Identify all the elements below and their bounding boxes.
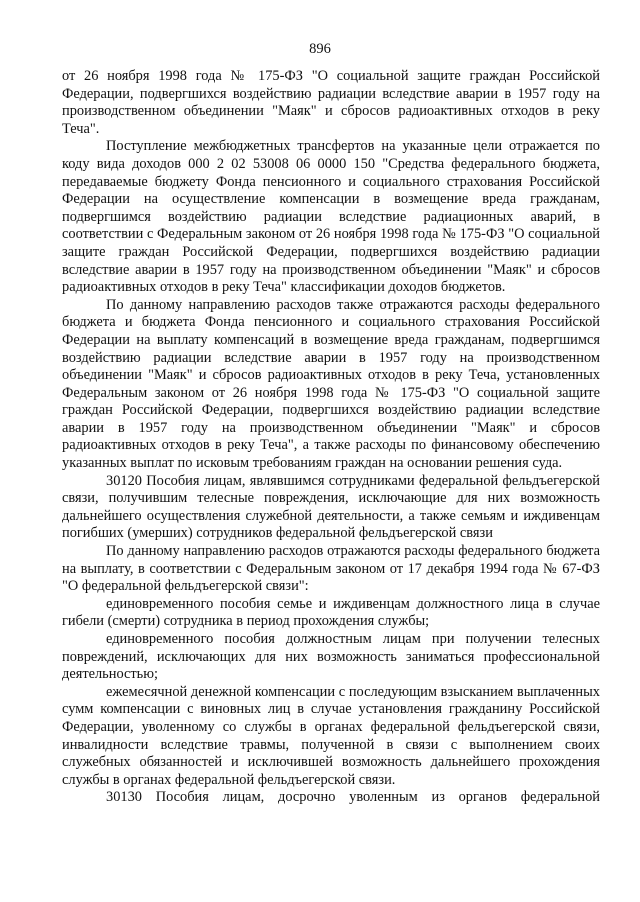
paragraph-3: По данному направлению расходов также отражаются расходы федерального бюджета и бюджета Фонда пенсионного и социального страхования Российской Федерации на выплату компенсаций в возмещение вреда гражданам, подвергшимся воздействию радиации вследствие аварии в 1957 году на производственном объединении "Маяк" и сбросов радиоактивных отходов в реку Теча, установленных Федеральным законом от 26 ноября 1998 года № 175-ФЗ "О социальной защите граждан Российской Федерации, подвергшихся воздействию радиации вследствие аварии в 1957 году на производственном объединении "Маяк" и сбросов радиоактивных отходов в реку Теча", а также расходы по финансовому обеспечению указанных выплат по исковым требованиям граждан на основании решения суда. — [62, 296, 600, 472]
paragraph-2: Поступление межбюджетных трансфертов на указанные цели отражается по коду вида доходов 000 2 02 53008 06 0000 150 "Средства федерального бюджета, передаваемые бюджету Фонда пенсионного и социального страхования Российской Федерации на осуществление компенсации в возмещение вреда гражданам, подвергшимся воздействию радиации вследствие радиационных аварий, в соответствии с Федеральным законом от 26 ноября 1998 года № 175-ФЗ "О социальной защите граждан Российской Федерации, подвергшихся воздействию радиации вследствие аварии в 1957 году на производственном объединении "Маяк" и сбросов радиоактивных отходов в реку Теча" классификации доходов бюджетов. — [62, 138, 600, 296]
paragraph-5: По данному направлению расходов отражаются расходы федерального бюджета на выплату, в соответствии с Федеральным законом от 17 декабря 1994 года № 67-ФЗ "О федеральной фельдъегерской связи": — [62, 543, 600, 595]
paragraph-7: единовременного пособия должностным лицам при получении телесных повреждений, исключающих для них возможность заниматься профессиональной деятельностью; — [62, 631, 600, 683]
paragraph-6: единовременного пособия семье и иждивенцам должностного лица в случае гибели (смерти) сотрудника в период прохождения службы; — [62, 595, 600, 630]
paragraph-9: 30130 Пособия лицам, досрочно уволенным из органов федеральной — [106, 789, 600, 806]
page-number: 896 — [309, 41, 331, 57]
paragraph-8: ежемесячной денежной компенсации с последующим взысканием выплаченных сумм компенсации с виновных лиц в случае установления гражданину Российской Федерации, уволенному со службы в органах федеральной фельдъегерской связи, инвалидности вследствие травмы, полученной в связи с выполнением своих служебных обязанностей и исключившей возможность дальнейшего прохождения службы в органах федеральной фельдъегерской связи. — [62, 683, 600, 788]
paragraph-4: 30120 Пособия лицам, являвшимся сотрудниками федеральной фельдъегерской связи, получившим телесные повреждения, исключающие для них возможность дальнейшего осуществления служебной деятельности, а также семьям и иждивенцам погибших (умерших) сотрудников федеральной фельдъегерской связи — [62, 472, 600, 542]
document-body — [62, 68, 600, 807]
paragraph-1: от 26 ноября 1998 года № 175-ФЗ "О социальной защите граждан Российской Федерации, подвергшихся воздействию радиации вследствие аварии в 1957 году на производственном объединении "Маяк" и сбросов радиоактивных отходов в реку Теча". — [62, 68, 600, 137]
